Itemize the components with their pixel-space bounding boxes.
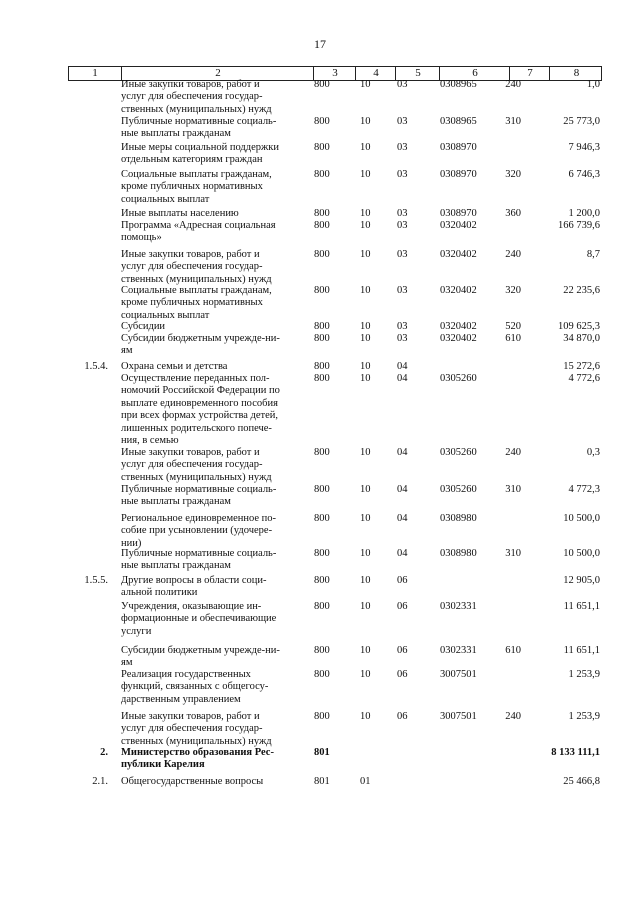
expense-type-code: 310	[505, 116, 521, 127]
expense-type-code: 320	[505, 285, 521, 296]
item-name-line: Охрана семьи и детства	[121, 361, 228, 372]
item-name-line: Публичные нормативные социаль-	[121, 116, 277, 127]
chapter-code: 01	[360, 776, 371, 787]
table-row	[68, 447, 602, 484]
header-col-4: 4	[355, 67, 396, 80]
target-article-code: 0320402	[440, 220, 477, 231]
item-name	[121, 484, 301, 509]
amount: 11 651,1	[563, 601, 600, 612]
table-row	[68, 669, 602, 706]
header-col-8: 8	[549, 67, 603, 80]
section-code: 800	[314, 645, 330, 656]
subsection-code: 03	[397, 169, 408, 180]
chapter-code: 10	[360, 484, 371, 495]
subsection-code: 03	[397, 79, 408, 90]
item-name-line: услуг для обеспечения государ-	[121, 91, 263, 103]
item-name-line: социальных выплат	[121, 309, 210, 321]
chapter-code: 10	[360, 321, 371, 332]
section-code: 800	[314, 321, 330, 332]
chapter-code: 10	[360, 548, 371, 559]
amount: 15 272,6	[563, 361, 600, 372]
table-row	[68, 321, 602, 333]
item-name-line: кроме публичных нормативных	[121, 181, 263, 193]
item-name-line: ственных (муниципальных) нужд	[121, 735, 272, 747]
item-name-line: ям	[121, 657, 133, 669]
item-name-line: функций, связанных с общегосу-	[121, 681, 269, 693]
row-number: 2.	[100, 747, 108, 758]
section-code: 800	[314, 513, 330, 524]
item-name-line: ные выплаты гражданам	[121, 128, 231, 140]
target-article-code: 0320402	[440, 333, 477, 344]
subsection-code: 03	[397, 321, 408, 332]
item-name	[121, 220, 301, 245]
chapter-code: 10	[360, 711, 371, 722]
item-name-line: кроме публичных нормативных	[121, 297, 263, 309]
target-article-code: 0320402	[440, 321, 477, 332]
item-name-line: услуги	[121, 625, 152, 637]
table-row	[68, 548, 602, 573]
chapter-code: 10	[360, 285, 371, 296]
expense-type-code: 320	[505, 169, 521, 180]
item-name-line: дарственным управлением	[121, 693, 241, 705]
section-code: 800	[314, 285, 330, 296]
amount: 166 739,6	[558, 220, 600, 231]
expense-type-code: 310	[505, 548, 521, 559]
item-name	[121, 285, 301, 322]
item-name	[121, 321, 301, 333]
item-name-line: услуг для обеспечения государ-	[121, 459, 263, 471]
table-row	[68, 220, 602, 245]
amount: 1,0	[586, 79, 600, 90]
page-number: 17	[314, 37, 326, 51]
target-article-code: 0308965	[440, 79, 477, 90]
target-article-code: 3007501	[440, 711, 477, 722]
subsection-code: 03	[397, 208, 408, 219]
item-name-line: Программа «Адресная социальная	[121, 220, 276, 231]
expense-type-code: 520	[505, 321, 521, 332]
expense-type-code: 610	[505, 645, 521, 656]
item-name-line: Иные меры социальной поддержки	[121, 142, 279, 153]
target-article-code: 0305260	[440, 484, 477, 495]
table-row	[68, 711, 602, 748]
table-row	[68, 285, 602, 322]
amount: 4 772,6	[568, 373, 600, 384]
item-name	[121, 142, 301, 167]
item-name	[121, 548, 301, 573]
item-name-line: Публичные нормативные социаль-	[121, 548, 277, 559]
row-number: 1.5.5.	[84, 575, 108, 586]
amount: 1 200,0	[568, 208, 600, 219]
subsection-code: 04	[397, 548, 408, 559]
amount: 0,3	[586, 447, 600, 458]
target-article-code: 0308970	[440, 142, 477, 153]
subsection-code: 03	[397, 249, 408, 260]
item-name-line: Субсидии бюджетным учрежде-ни-	[121, 645, 280, 656]
target-article-code: 0320402	[440, 285, 477, 296]
amount: 1 253,9	[568, 669, 600, 680]
section-code: 800	[314, 169, 330, 180]
item-name	[121, 333, 301, 358]
amount: 8 133 111,1	[551, 747, 600, 758]
table-row	[68, 484, 602, 509]
chapter-code: 10	[360, 575, 371, 586]
item-name	[121, 373, 301, 447]
item-name	[121, 169, 301, 206]
table-row	[68, 169, 602, 206]
section-code: 800	[314, 373, 330, 384]
header-col-5: 5	[395, 67, 440, 80]
subsection-code: 04	[397, 513, 408, 524]
chapter-code: 10	[360, 447, 371, 458]
subsection-code: 04	[397, 484, 408, 495]
item-name	[121, 447, 301, 484]
item-name-line: ственных (муниципальных) нужд	[121, 273, 272, 285]
table-row	[68, 645, 602, 670]
section-code: 800	[314, 208, 330, 219]
expense-type-code: 610	[505, 333, 521, 344]
table-row	[68, 79, 602, 116]
table-row	[68, 747, 602, 772]
section-code: 801	[314, 747, 330, 758]
item-name-line: Другие вопросы в области соци-	[121, 575, 267, 586]
section-code: 800	[314, 447, 330, 458]
amount: 25 466,8	[563, 776, 600, 787]
item-name-line: отдельным категориям граждан	[121, 154, 263, 166]
item-name-line: Иные выплаты населению	[121, 208, 239, 219]
section-code: 800	[314, 116, 330, 127]
item-name-line: Иные закупки товаров, работ и	[121, 249, 260, 260]
section-code: 801	[314, 776, 330, 787]
item-name-line: ния, в семью	[121, 435, 179, 447]
expense-type-code: 240	[505, 711, 521, 722]
item-name-line: услуг для обеспечения государ-	[121, 723, 263, 735]
target-article-code: 0308980	[440, 513, 477, 524]
amount: 6 746,3	[568, 169, 600, 180]
item-name	[121, 575, 301, 600]
amount: 22 235,6	[563, 285, 600, 296]
table-row	[68, 513, 602, 550]
item-name-line: Министерство образования Рес-	[121, 747, 274, 758]
section-code: 800	[314, 669, 330, 680]
chapter-code: 10	[360, 373, 371, 384]
section-code: 800	[314, 220, 330, 231]
target-article-code: 3007501	[440, 669, 477, 680]
amount: 25 773,0	[563, 116, 600, 127]
item-name-line: формационные и обеспечивающие	[121, 613, 277, 625]
item-name-line: ям	[121, 345, 133, 357]
header-col-2: 2	[121, 67, 314, 80]
table-row	[68, 208, 602, 220]
amount: 1 253,9	[568, 711, 600, 722]
item-name-line: социальных выплат	[121, 193, 210, 205]
item-name	[121, 116, 301, 141]
amount: 34 870,0	[563, 333, 600, 344]
item-name-line: Осуществление переданных пол-	[121, 373, 270, 384]
section-code: 800	[314, 575, 330, 586]
item-name	[121, 711, 301, 748]
table-row	[68, 116, 602, 141]
item-name-line: ные выплаты гражданам	[121, 496, 231, 508]
target-article-code: 0308965	[440, 116, 477, 127]
amount: 10 500,0	[563, 513, 600, 524]
section-code: 800	[314, 142, 330, 153]
amount: 4 772,3	[568, 484, 600, 495]
item-name-line: Реализация государственных	[121, 669, 251, 680]
item-name-line: Социальные выплаты гражданам,	[121, 285, 272, 296]
item-name-line: услуг для обеспечения государ-	[121, 261, 263, 273]
section-code: 800	[314, 249, 330, 260]
item-name	[121, 645, 301, 670]
amount: 109 625,3	[558, 321, 600, 332]
chapter-code: 10	[360, 669, 371, 680]
target-article-code: 0308980	[440, 548, 477, 559]
amount: 11 651,1	[563, 645, 600, 656]
section-code: 800	[314, 484, 330, 495]
budget-table	[68, 66, 602, 787]
header-col-6: 6	[439, 67, 510, 80]
section-code: 800	[314, 711, 330, 722]
subsection-code: 06	[397, 711, 408, 722]
item-name	[121, 669, 301, 706]
amount: 7 946,3	[568, 142, 600, 153]
table-row	[68, 361, 602, 373]
table-row	[68, 373, 602, 447]
table-row	[68, 333, 602, 358]
item-name	[121, 208, 301, 220]
expense-type-code: 240	[505, 79, 521, 90]
target-article-code: 0302331	[440, 601, 477, 612]
table-row	[68, 142, 602, 167]
item-name	[121, 601, 301, 638]
item-name-line: Социальные выплаты гражданам,	[121, 169, 272, 180]
section-code: 800	[314, 361, 330, 372]
item-name-line: собие при усыновлении (удочере-	[121, 525, 273, 537]
section-code: 800	[314, 333, 330, 344]
item-name-line: альной политики	[121, 587, 198, 599]
item-name-line: ственных (муниципальных) нужд	[121, 471, 272, 483]
item-name-line: нии)	[121, 537, 142, 549]
expense-type-code: 240	[505, 447, 521, 458]
target-article-code: 0320402	[440, 249, 477, 260]
subsection-code: 03	[397, 142, 408, 153]
header-col-3: 3	[313, 67, 356, 80]
item-name	[121, 361, 301, 373]
chapter-code: 10	[360, 361, 371, 372]
subsection-code: 03	[397, 285, 408, 296]
item-name-line: Учреждения, оказывающие ин-	[121, 601, 262, 612]
header-col-7: 7	[509, 67, 550, 80]
amount: 8,7	[586, 249, 600, 260]
row-number: 2.1.	[92, 776, 108, 787]
section-code: 800	[314, 548, 330, 559]
item-name-line: Публичные нормативные социаль-	[121, 484, 277, 495]
expense-type-code: 360	[505, 208, 521, 219]
item-name-line: ственных (муниципальных) нужд	[121, 103, 272, 115]
item-name-line: помощь»	[121, 232, 162, 244]
subsection-code: 04	[397, 447, 408, 458]
chapter-code: 10	[360, 601, 371, 612]
item-name	[121, 249, 301, 286]
item-name-line: при всех формах устройства детей,	[121, 410, 279, 422]
target-article-code: 0308970	[440, 169, 477, 180]
chapter-code: 10	[360, 220, 371, 231]
subsection-code: 03	[397, 116, 408, 127]
item-name-line: Иные закупки товаров, работ и	[121, 79, 260, 90]
row-number: 1.5.4.	[84, 361, 108, 372]
item-name-line: Региональное единовременное по-	[121, 513, 277, 524]
subsection-code: 04	[397, 361, 408, 372]
chapter-code: 10	[360, 142, 371, 153]
item-name-line: Субсидии бюджетным учрежде-ни-	[121, 333, 280, 344]
subsection-code: 06	[397, 645, 408, 656]
item-name-line: публики Карелия	[121, 759, 205, 771]
amount: 10 500,0	[563, 548, 600, 559]
chapter-code: 10	[360, 249, 371, 260]
chapter-code: 10	[360, 79, 371, 90]
table-row	[68, 601, 602, 638]
expense-type-code: 240	[505, 249, 521, 260]
chapter-code: 10	[360, 513, 371, 524]
item-name-line: выплате единовременного пособия	[121, 397, 278, 409]
subsection-code: 06	[397, 575, 408, 586]
subsection-code: 06	[397, 669, 408, 680]
item-name-line: лишенных родительского попече-	[121, 422, 272, 434]
section-code: 800	[314, 601, 330, 612]
item-name	[121, 747, 301, 772]
amount: 12 905,0	[563, 575, 600, 586]
chapter-code: 10	[360, 645, 371, 656]
subsection-code: 04	[397, 373, 408, 384]
item-name-line: Общегосударственные вопросы	[121, 776, 264, 787]
table-row	[68, 575, 602, 600]
chapter-code: 10	[360, 208, 371, 219]
target-article-code: 0308970	[440, 208, 477, 219]
section-code: 800	[314, 79, 330, 90]
target-article-code: 0305260	[440, 447, 477, 458]
table-row	[68, 249, 602, 286]
subsection-code: 03	[397, 220, 408, 231]
item-name	[121, 776, 301, 788]
item-name	[121, 79, 301, 116]
item-name-line: Иные закупки товаров, работ и	[121, 447, 260, 458]
target-article-code: 0305260	[440, 373, 477, 384]
item-name	[121, 513, 301, 550]
item-name-line: ные выплаты гражданам	[121, 560, 231, 572]
chapter-code: 10	[360, 333, 371, 344]
chapter-code: 10	[360, 169, 371, 180]
chapter-code: 10	[360, 116, 371, 127]
target-article-code: 0302331	[440, 645, 477, 656]
header-col-1: 1	[92, 67, 98, 79]
item-name-line: Субсидии	[121, 321, 166, 332]
subsection-code: 06	[397, 601, 408, 612]
item-name-line: Иные закупки товаров, работ и	[121, 711, 260, 722]
item-name-line: номочий Российской Федерации по	[121, 385, 280, 397]
subsection-code: 03	[397, 333, 408, 344]
table-row	[68, 776, 602, 788]
expense-type-code: 310	[505, 484, 521, 495]
